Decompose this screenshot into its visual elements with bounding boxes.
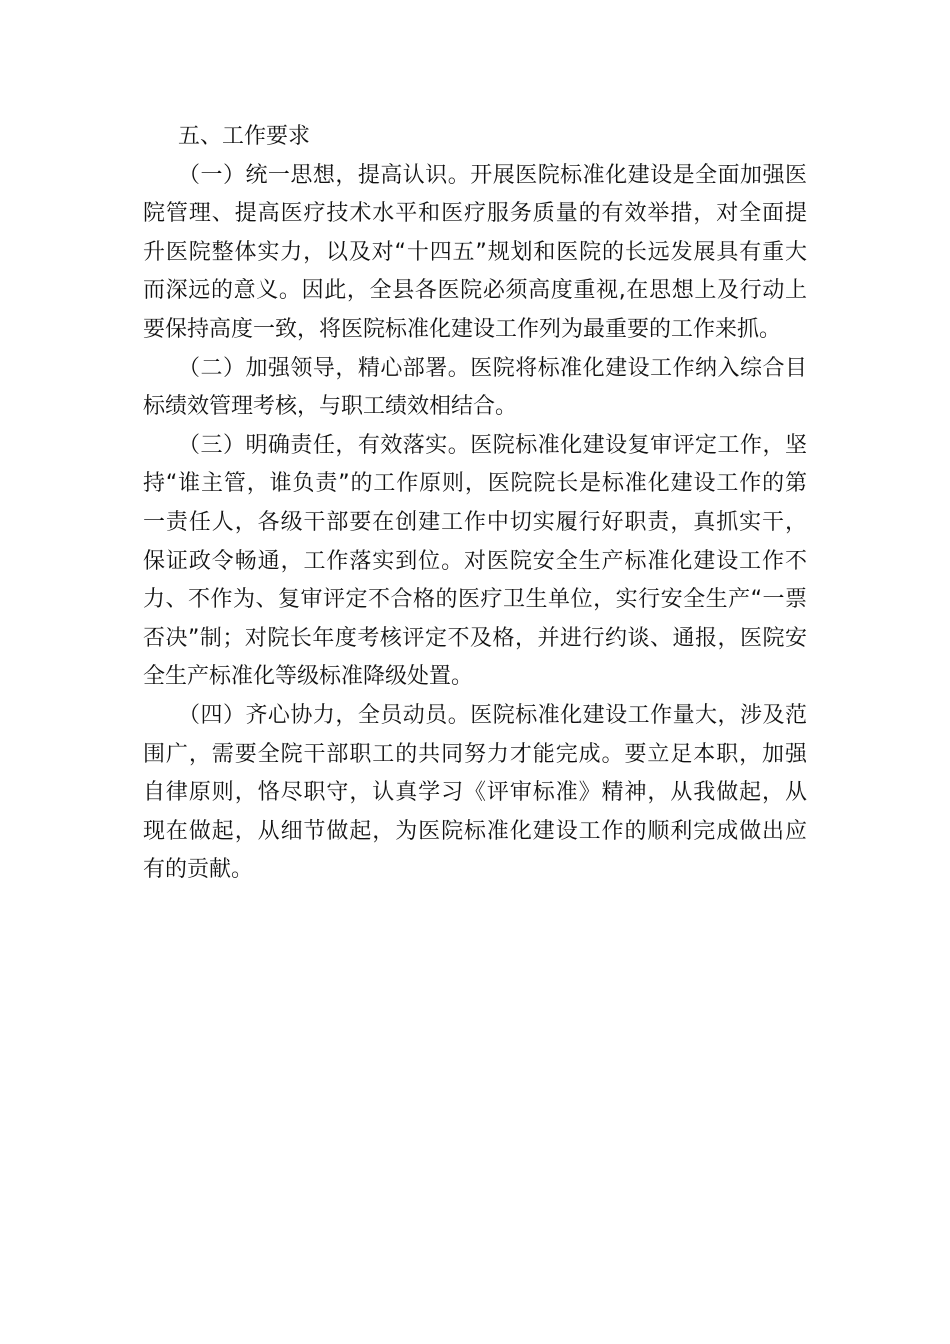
- paragraph-line: 围广，需要全院干部职工的共同努力才能完成。要立足本职，加强: [143, 741, 807, 767]
- paragraph-line: 保证政令畅通，工作落实到位。对医院安全生产标准化建设工作不: [143, 548, 807, 574]
- paragraph-line: 而深远的意义。因此，全县各医院必须高度重视,在思想上及行动上: [143, 278, 807, 304]
- paragraph-line: 院管理、提高医疗技术水平和医疗服务质量的有效举措，对全面提: [143, 201, 807, 227]
- paragraph-line: 力、不作为、复审评定不合格的医疗卫生单位，实行安全生产“一票: [143, 587, 807, 613]
- paragraph-line: 全生产标准化等级标准降级处置。: [143, 664, 474, 690]
- paragraph-line: （一）统一思想，提高认识。开展医院标准化建设是全面加强医: [178, 162, 807, 188]
- paragraph-3: [143, 427, 807, 697]
- paragraph-line: 现在做起，从细节做起，为医院标准化建设工作的顺利完成做出应: [143, 818, 807, 844]
- paragraph-line: 标绩效管理考核，与职工绩效相结合。: [143, 394, 518, 420]
- paragraph-2: [143, 350, 807, 427]
- paragraph-line: （四）齐心协力，全员动员。医院标准化建设工作量大，涉及范: [178, 702, 807, 728]
- paragraph-4: [143, 697, 807, 890]
- paragraph-line: 升医院整体实力，以及对“十四五”规划和医院的长远发展具有重大: [143, 239, 807, 265]
- paragraph-line: 一责任人，各级干部要在创建工作中切实履行好职责，真抓实干，: [143, 509, 807, 535]
- section-heading: 五、工作要求: [178, 124, 311, 149]
- paragraph-line: 有的贡献。: [143, 857, 254, 883]
- paragraph-1: [143, 157, 807, 350]
- document-body: [143, 118, 807, 890]
- paragraph-line: 自律原则，恪尽职守，认真学习《评审标准》精神，从我做起，从: [143, 780, 807, 806]
- paragraph-line: 持“谁主管，谁负责”的工作原则，医院院长是标准化建设工作的第: [143, 471, 807, 497]
- paragraph-line: 否决”制；对院长年度考核评定不及格，并进行约谈、通报，医院安: [143, 625, 807, 651]
- paragraph-line: （三）明确责任，有效落实。医院标准化建设复审评定工作，坚: [178, 432, 807, 458]
- paragraph-line: 要保持高度一致，将医院标准化建设工作列为最重要的工作来抓。: [143, 316, 782, 342]
- paragraph-line: （二）加强领导，精心部署。医院将标准化建设工作纳入综合目: [178, 355, 807, 381]
